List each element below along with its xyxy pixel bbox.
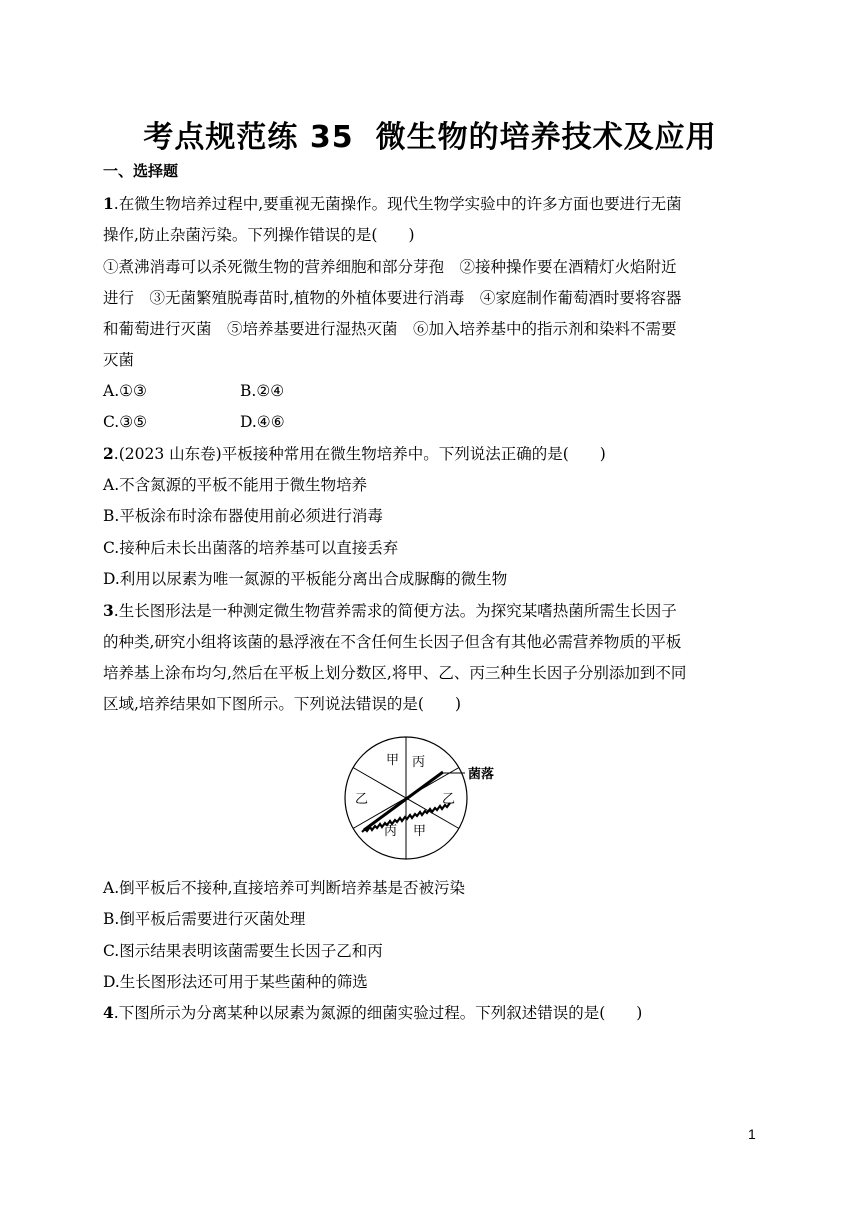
sector-label-left: 乙 <box>355 792 369 807</box>
callout-label: 菌落 <box>468 767 495 782</box>
q3-stem-line4: 区域,培养结果如下图所示。下列说法错误的是( ) <box>103 695 462 713</box>
title-prefix: 考点规范练 35 <box>143 120 354 155</box>
q1-options-row1 <box>103 380 763 402</box>
q3-option-c: C.图示结果表明该菌需要生长因子乙和丙 <box>103 942 383 960</box>
q1-stem-line2: 操作,防止杂菌污染。下列操作错误的是( ) <box>103 226 415 244</box>
q2-option-a: A.不含氮源的平板不能用于微生物培养 <box>103 476 368 494</box>
q3-option-b: B.倒平板后需要进行灭菌处理 <box>103 910 306 928</box>
q1-number: 1 <box>103 194 114 213</box>
q1-option-d: D.④⑥ <box>240 413 285 431</box>
q3-option-d: D.生长图形法还可用于某些菌种的筛选 <box>103 973 368 991</box>
q1-option-a: A.①③ <box>103 382 147 400</box>
q3-stem-line3: 培养基上涂布均匀,然后在平板上划分数区,将甲、乙、丙三种生长因子分别添加到不同 <box>103 664 687 682</box>
q1-option-b: B.②④ <box>240 382 285 400</box>
plate-figure <box>340 733 530 863</box>
q3-option-a: A.倒平板后不接种,直接培养可判断培养基是否被污染 <box>103 879 466 897</box>
title-topic: 微生物的培养技术及应用 <box>375 120 717 155</box>
section-heading: 一、选择题 <box>103 162 179 180</box>
sector-label-top-left: 甲 <box>386 753 400 768</box>
q1-stem-line1: 1.在微生物培养过程中,要重视无菌操作。现代生物学实验中的许多方面也要进行无菌 <box>103 194 682 213</box>
page-title <box>0 112 860 156</box>
sector-label-right: 乙 <box>442 792 456 807</box>
q1-items-line2: 进行 ③无菌繁殖脱毒苗时,植物的外植体要进行消毒 ④家庭制作葡萄酒时要将容器 <box>103 289 682 307</box>
q2-number: 2 <box>103 444 114 463</box>
q2-option-c: C.接种后未长出菌落的培养基可以直接丢弃 <box>103 539 399 557</box>
q1-items-line4: 灭菌 <box>103 351 135 369</box>
q3-stem-line1: 3.生长图形法是一种测定微生物营养需求的简便方法。为探究某嗜热菌所需生长因子 <box>103 601 677 620</box>
sector-label-bottom-left: 丙 <box>384 824 398 839</box>
q1-options-row2 <box>103 411 763 433</box>
q2-option-b: B.平板涂布时涂布器使用前必须进行消毒 <box>103 507 383 525</box>
q1-items-line3: 和葡萄进行灭菌 ⑤培养基要进行湿热灭菌 ⑥加入培养基中的指示剂和染料不需要 <box>103 320 677 338</box>
page-number: 1 <box>748 1126 756 1142</box>
q1-option-c: C.③⑤ <box>103 413 148 431</box>
q4-stem: 4.下图所示为分离某种以尿素为氮源的细菌实验过程。下列叙述错误的是( ) <box>103 1003 643 1022</box>
sector-label-bottom-right: 甲 <box>413 824 427 839</box>
q3-stem-line2: 的种类,研究小组将该菌的悬浮液在不含任何生长因子但含有其他必需营养物质的平板 <box>103 633 682 651</box>
q4-number: 4 <box>103 1003 114 1022</box>
q2-option-d: D.利用以尿素为唯一氮源的平板能分离出合成脲酶的微生物 <box>103 570 508 588</box>
q2-stem: 2.(2023 山东卷)平板接种常用在微生物培养中。下列说法正确的是( ) <box>103 444 606 463</box>
sector-label-top-right: 丙 <box>412 755 426 770</box>
q3-number: 3 <box>103 601 114 620</box>
q1-items-line1: ①煮沸消毒可以杀死微生物的营养细胞和部分芽孢 ②接种操作要在酒精灯火焰附近 <box>103 258 677 276</box>
